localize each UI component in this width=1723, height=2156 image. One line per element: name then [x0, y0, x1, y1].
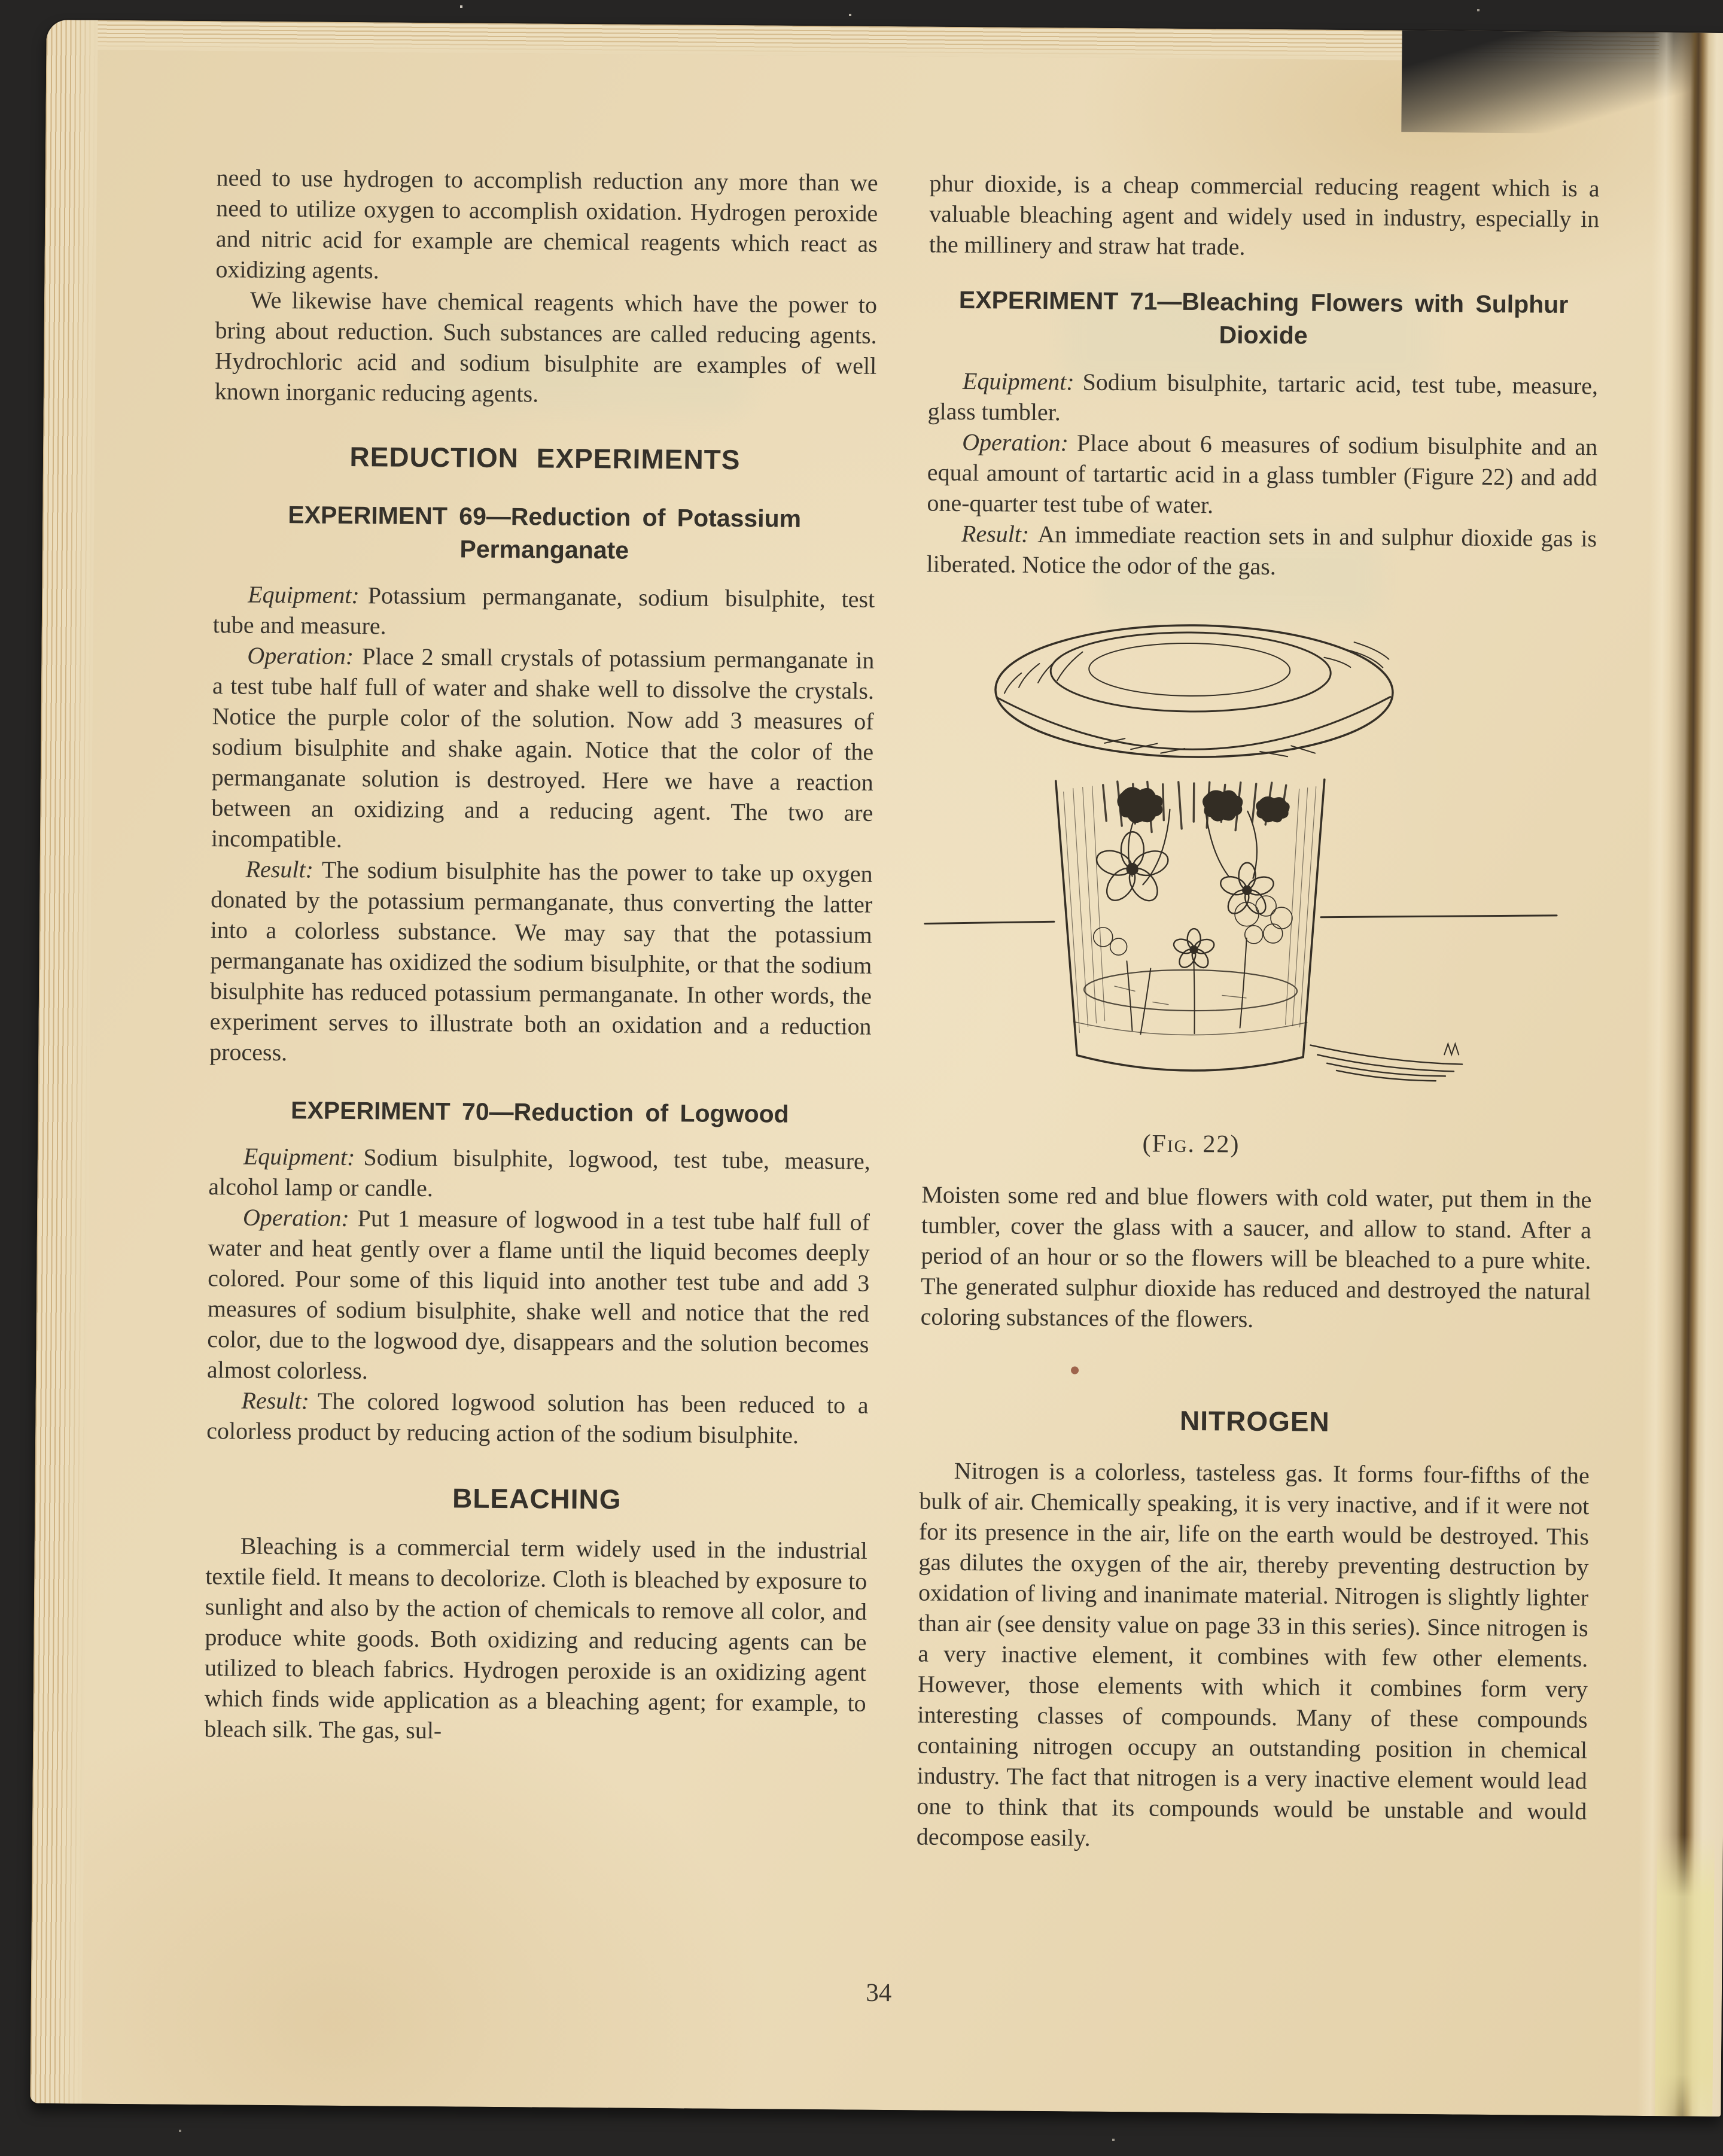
ground-shadow [1310, 1042, 1462, 1081]
glass-tumbler [1054, 777, 1325, 1072]
equipment-text: Sodium bisulphite, tartaric acid, test tube, measure, glass tumbler. [927, 368, 1599, 425]
section-heading-bleaching: BLEACHING [452, 1482, 622, 1515]
ink-spot [1071, 1366, 1079, 1374]
scanned-book-page [30, 20, 1723, 2117]
equipment-label: Equipment: [248, 580, 360, 609]
yellow-edge-patch [1655, 1835, 1715, 2117]
operation-text: Place about 6 measures of sodium bisulphite and an equal amount of tartartic acid in a glass tumbler (Figure 22) and add one-quarter test tube of water. [927, 429, 1598, 518]
equipment-label: Equipment: [243, 1142, 355, 1170]
experiment-69-equipment [213, 579, 875, 645]
section-heading-nitrogen: NITROGEN [1179, 1404, 1330, 1437]
page-number: 34 [866, 1978, 892, 2008]
paragraph: Nitrogen is a colorless, tasteless gas. It forms four-fifths of the bulk of air. Chemically speaking, it is very inactive, and if it were not for its presence in the air, life on the earth would be destroyed. This gas dilutes the oxygen of the air, thereby preventing destruction by oxidation of living and inanimate material. Nitrogen is slightly lighter than air (see density value on page 33 in this series). Since nitrogen is a very inactive element, it combines with few other elements. However, those elements with which it combines form very interesting classes of compounds. Many of these compounds containing nitrogen occupy an outstanding position in chemical industry. The fact that nitrogen is a very inactive element would lead one to think that its compounds would be unstable and would decompose easily. [916, 1456, 1590, 1851]
result-text: The colored logwood solution has been reduced to a colorless product by reducing action of the sodium bisulphite. [206, 1387, 869, 1449]
paragraph: phur dioxide, is a cheap commercial reducing reagent which is a valuable bleaching agent and widely used in industry, especially in the millinery and straw hat trade. [929, 169, 1600, 260]
tumbler-saucer-drawing [922, 600, 1596, 1114]
section-heading-reduction-experiments: REDUCTION EXPERIMENTS [349, 440, 741, 476]
figure-caption: (Fig. 22) [1142, 1130, 1240, 1158]
experiment-70-heading: EXPERIMENT 70—Reduction of Logwood [290, 1096, 789, 1128]
equipment-label: Equipment: [962, 367, 1074, 396]
result-text: An immediate reaction sets in and sulphur dioxide gas is liberated. Notice the odor of the gas. [926, 520, 1597, 580]
figure-22-illustration [922, 600, 1596, 1163]
result-label: Result: [961, 519, 1030, 548]
experiment-70-equipment [208, 1141, 870, 1207]
result-label: Result: [245, 855, 314, 883]
operation-text: Put 1 measure of logwood in a test tube half full of water and heat gently over a flame until the liquid becomes deeply colored. Pour some of this liquid into another test tube and add 3 measures of sodium bisulphite, shake well and notice that the red color, due to the logwood dye, disappears and the solution becomes almost colorless. [206, 1205, 870, 1385]
left-column [204, 162, 878, 1748]
experiment-69-operation [211, 640, 875, 859]
paragraph: need to use hydrogen to accomplish reduction any more than we need to utilize oxygen to accomplish oxidation. Hydrogen peroxide and nitric acid for example are chemical reagents which react as oxidizing agents. [215, 164, 878, 284]
paragraph: Moisten some red and blue flowers with cold water, put them in the tumbler, cover the glass with a saucer, and allow to stand. After a period of an hour or so the flowers will be bleached to a pure white. The generated sulphur dioxide has reduced and destroyed the natural coloring substances of the flowers. [920, 1181, 1592, 1333]
equipment-text: Potassium permanganate, sodium bisulphite, test tube and measure. [212, 581, 875, 640]
equipment-text: Sodium bisulphite, logwood, test tube, measure, alcohol lamp or candle. [208, 1144, 870, 1202]
right-column [917, 168, 1600, 1857]
experiment-71-result [926, 518, 1597, 584]
table-line [925, 910, 1557, 928]
paragraph: Bleaching is a commercial term widely used in the industrial textile field. It means to decolorize. Cloth is bleached by exposure to sunlight and also by the action of chemicals to remove all color, and produce white goods. Both oxidizing and reducing agents can be utilized to bleach fabrics. Hydrogen peroxide is an oxidizing agent which finds wide application as a bleaching agent; for example, to bleach silk. The gas, sul- [204, 1532, 867, 1744]
operation-text: Place 2 small crystals of potassium permanganate in a test tube half full of water and shake well to dissolve the crystals. Notice the purple color of the solution. Now add 3 measures of sodium bisulphite and shake again. Notice that the color of the permanganate solution is destroyed. Here we have a reaction between an oxidizing and a reducing agent. The two are incompatible. [211, 642, 875, 853]
experiment-71-equipment [927, 365, 1598, 431]
dust-specks [0, 0, 1, 1]
result-label: Result: [241, 1386, 310, 1415]
operation-label: Operation: [242, 1203, 349, 1231]
paragraph: We likewise have chemical reagents which have the power to bring about reduction. Such substances are called reducing agents. Hydrochloric acid and sodium bisulphite are examples of well known inorganic reducing agents. [214, 286, 878, 408]
saucer [995, 624, 1393, 758]
experiment-70-operation [207, 1202, 870, 1390]
book-gutter [1637, 32, 1723, 2117]
dark-blossoms [1117, 787, 1290, 824]
petal-flowers [1092, 831, 1276, 971]
experiment-71-operation [927, 426, 1597, 523]
experiment-70-result [206, 1385, 869, 1451]
operation-label: Operation: [247, 641, 354, 670]
operation-label: Operation: [962, 428, 1069, 457]
experiment-69-result [209, 853, 873, 1072]
result-text: The sodium bisulphite has the power to take up oxygen donated by the potassium permanganate, thus converting the latter into a colorless substance. We may say that the potassium permanganate has oxidized the sodium bisulphite, or that the sodium bisulphite has reduced potassium permanganate. In other words, the experiment serves to illustrate both an oxidation and a reduction process. [209, 856, 873, 1066]
experiment-69-heading: EXPERIMENT 69—Reduction of Potassium Permanganate [288, 501, 802, 564]
experiment-71-heading: EXPERIMENT 71—Bleaching Flowers with Sulphur Dioxide [958, 285, 1569, 349]
page-stack-left-edge [30, 20, 98, 2104]
